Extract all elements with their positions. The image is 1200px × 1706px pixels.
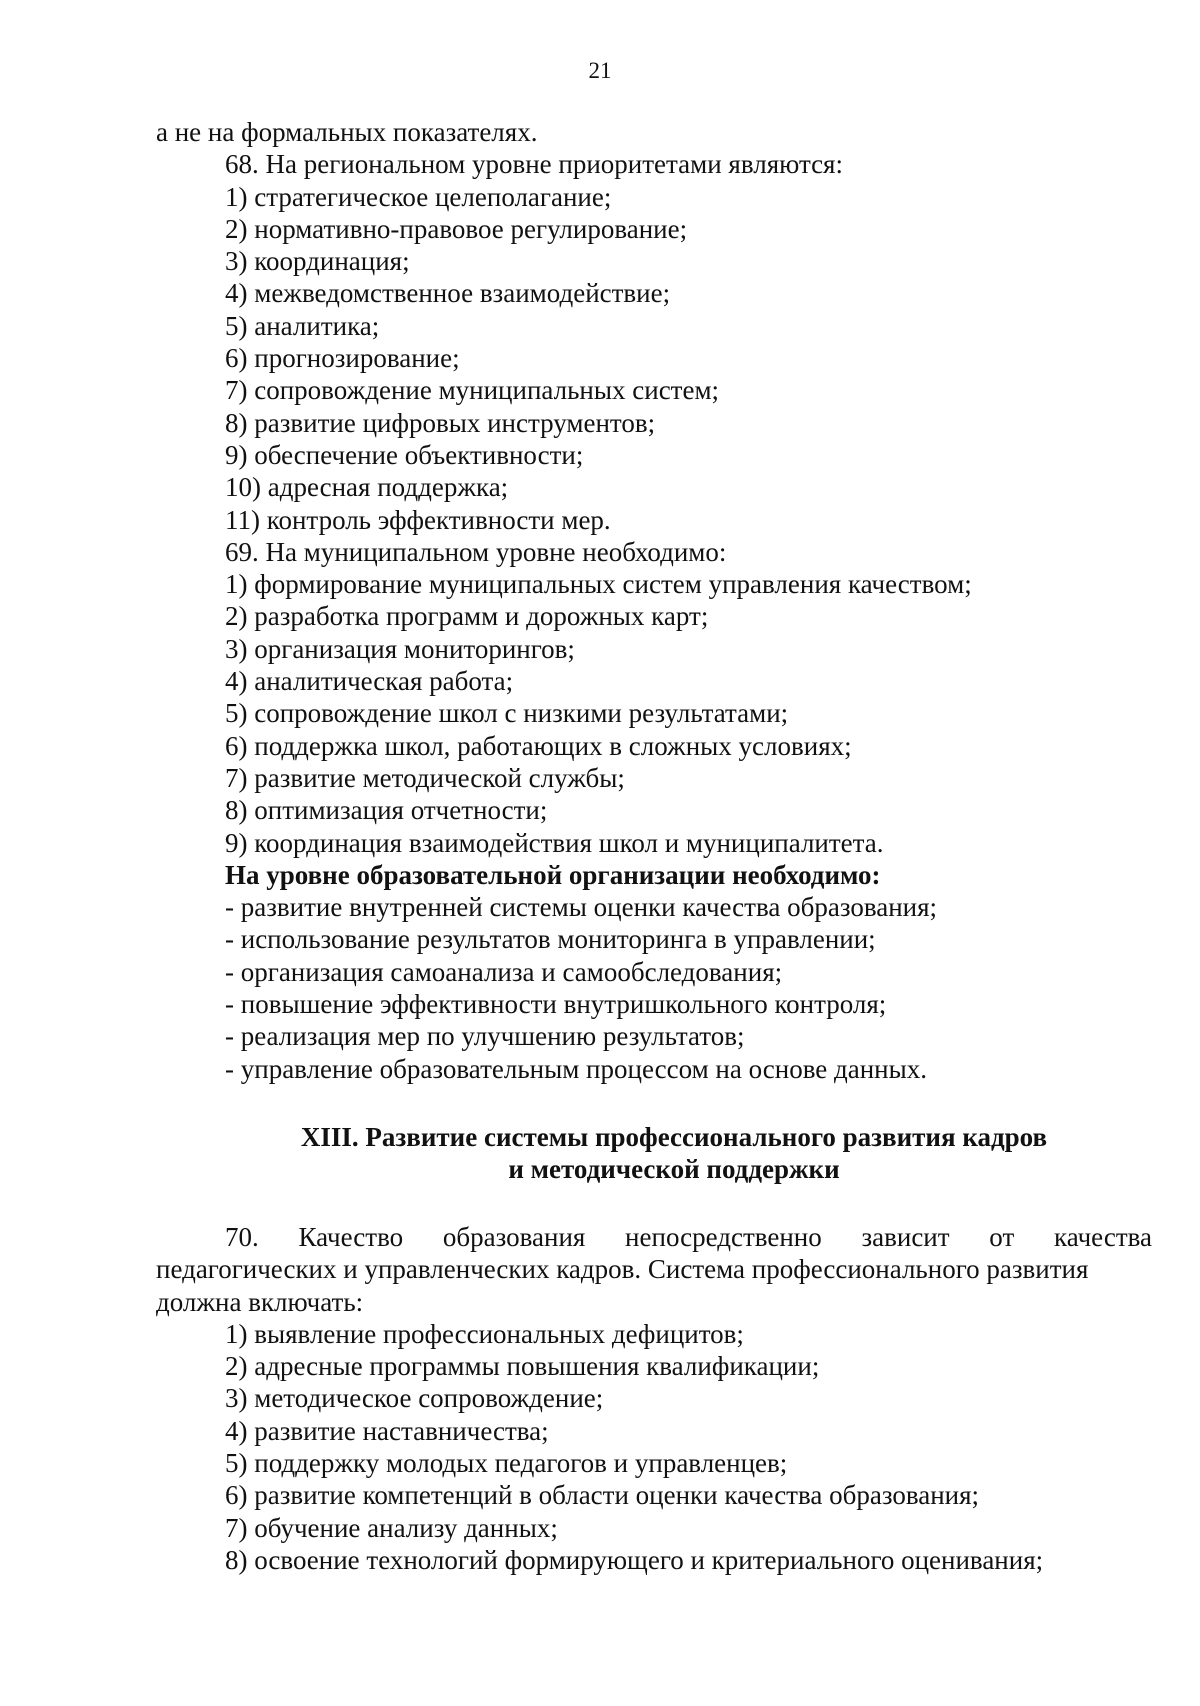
list-item: 8) развитие цифровых инструментов; — [225, 407, 656, 438]
list-item: 6) поддержка школ, работающих в сложных условиях; — [225, 730, 852, 761]
list-item: 3) координация; — [225, 246, 410, 277]
list-item: - развитие внутренней системы оценки качества образования; — [225, 892, 938, 923]
page-number: 21 — [588, 58, 612, 83]
intro-line: а не на формальных показателях. — [156, 117, 538, 147]
list-item: 1) выявление профессиональных дефицитов; — [225, 1318, 744, 1349]
section-70-list — [156, 1318, 1152, 1576]
section-69-list — [156, 568, 1152, 859]
section-heading-line: XIII. Развитие системы профессионального развития кадров — [300, 1121, 1048, 1152]
list-item: 1) стратегическое целеполагание; — [225, 181, 612, 212]
list-item: 6) прогнозирование; — [225, 343, 460, 374]
section-13-heading — [156, 1121, 1152, 1185]
list-item: 9) координация взаимодействия школ и муниципалитета. — [225, 827, 884, 858]
list-item: 4) межведомственное взаимодействие; — [225, 278, 671, 309]
section-heading-line: и методической поддержки — [508, 1153, 840, 1184]
list-item: 9) обеспечение объективности; — [225, 439, 584, 470]
section-70-paragraph — [156, 1221, 1152, 1318]
list-item: 3) организация мониторингов; — [225, 633, 575, 664]
list-item: 10) адресная поддержка; — [225, 472, 509, 503]
org-level-list — [156, 891, 1152, 1085]
list-item: 4) аналитическая работа; — [225, 666, 514, 697]
section-68-title: 68. На региональном уровне приоритетами являются: — [225, 149, 843, 180]
list-item: 7) сопровождение муниципальных систем; — [225, 375, 720, 406]
list-item: - реализация мер по улучшению результатов; — [225, 1021, 745, 1052]
list-item: - управление образовательным процессом на основе данных. — [225, 1053, 928, 1084]
list-item: 5) поддержку молодых педагогов и управленцев; — [225, 1447, 788, 1478]
list-item: 7) развитие методической службы; — [225, 762, 625, 793]
list-item: 6) развитие компетенций в области оценки качества образования; — [225, 1480, 980, 1511]
list-item: 11) контроль эффективности мер. — [225, 504, 611, 535]
list-item: 5) сопровождение школ с низкими результатами; — [225, 698, 789, 729]
list-item: 5) аналитика; — [225, 310, 380, 341]
org-level-title: На уровне образовательной организации необходимо: — [225, 859, 881, 890]
section-69-title: 69. На муниципальном уровне необходимо: — [225, 536, 727, 567]
list-item: - использование результатов мониторинга в управлении; — [225, 924, 876, 955]
list-item: 3) методическое сопровождение; — [225, 1383, 604, 1414]
list-item: 2) адресные программы повышения квалификации; — [225, 1351, 820, 1382]
list-item: 4) развитие наставничества; — [225, 1415, 549, 1446]
paragraph-line: педагогических и управленческих кадров. Система профессионального развития — [156, 1254, 1089, 1285]
list-item: 2) разработка программ и дорожных карт; — [225, 601, 709, 632]
list-item: - повышение эффективности внутришкольного контроля; — [225, 989, 887, 1020]
list-item: 1) формирование муниципальных систем управления качеством; — [225, 569, 972, 600]
section-68-list — [156, 181, 1152, 536]
list-item: 2) нормативно-правовое регулирование; — [225, 213, 688, 244]
paragraph-line: должна включать: — [156, 1286, 364, 1317]
list-item: - организация самоанализа и самообследования; — [225, 956, 783, 987]
list-item: 8) освоение технологий формирующего и критериального оценивания; — [225, 1544, 1044, 1575]
paragraph-line: 70. Качество образования непосредственно зависит от качества — [225, 1221, 1152, 1252]
document-body — [156, 116, 1152, 1576]
list-item: 8) оптимизация отчетности; — [225, 795, 548, 826]
list-item: 7) обучение анализу данных; — [225, 1512, 558, 1543]
